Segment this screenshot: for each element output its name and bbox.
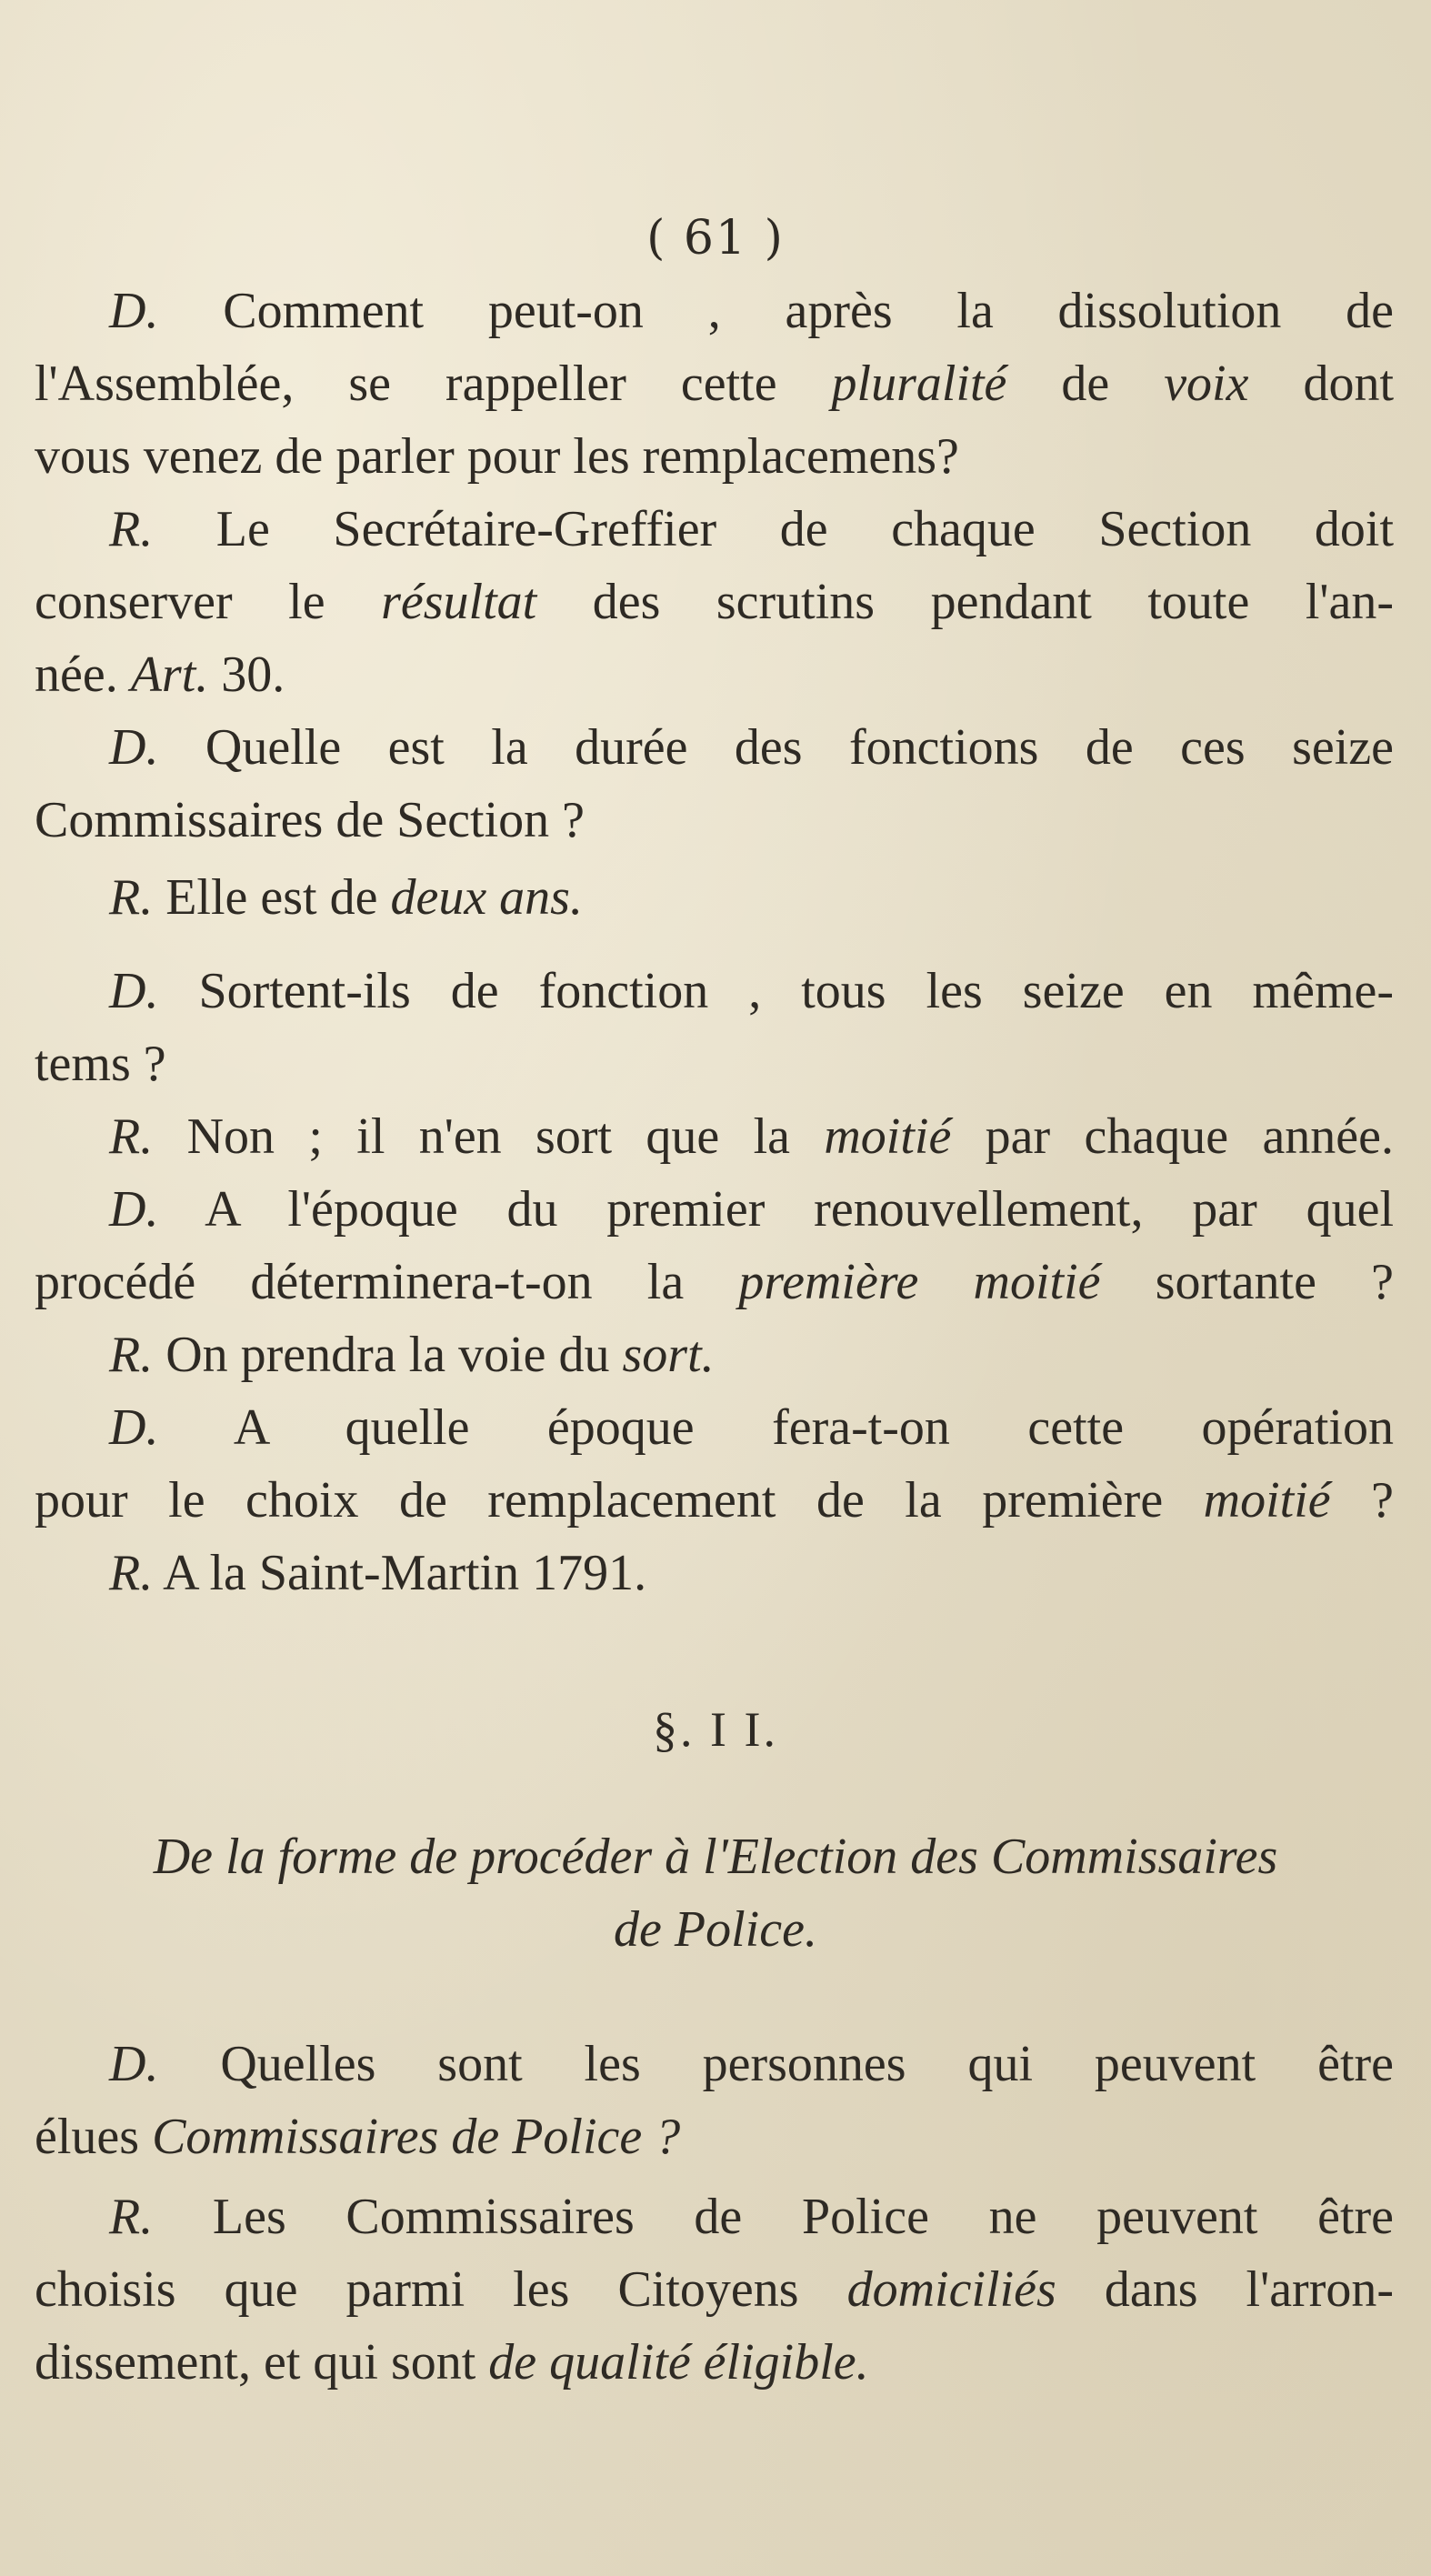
text-line: pour le choix de remplacement de la première moitié ? [35,1472,1395,1529]
text-line: D. A l'époque du premier renouvellement, par quel [109,1181,1394,1238]
text-line: vous venez de parler pour les remplacemens? [35,428,959,485]
speaker-label: R. [109,501,154,557]
speaker-label: D. [109,963,159,1019]
section-heading: De la forme de procéder à l'Election des Commissaires [153,1829,1278,1885]
text-line: R. Non ; il n'en sort que la moitié par chaque année. [109,1108,1395,1165]
speaker-label: D. [109,2036,159,2092]
speaker-label: R. [109,1327,154,1383]
speaker-label: R. [109,1545,154,1601]
speaker-label: D. [109,1399,159,1456]
text-line: R. Le Secrétaire-Greffier de chaque Section doit [109,501,1394,557]
speaker-label: D. [109,1181,159,1238]
text-line: R. On prendra la voie du sort. [109,1327,715,1383]
page-number: ( 61 ) [646,211,785,266]
text-line: D. Sortent-ils de fonction , tous les seize en même- [109,963,1395,1019]
text-line: choisis que parmi les Citoyens domiciliés dans l'arron- [35,2261,1394,2318]
speaker-label: R. [109,869,154,926]
text-line: dissement, et qui sont de qualité éligible. [35,2334,869,2391]
text-line: D. Quelle est la durée des fonctions de ces seize [109,719,1395,776]
text-line: née. Art. 30. [35,647,285,703]
text-line: D. Quelles sont les personnes qui peuvent être [109,2036,1394,2092]
text-line: élues Commissaires de Police ? [35,2109,681,2165]
text-line: D. A quelle époque fera-t-on cette opération [109,1399,1394,1456]
text-line: l'Assemblée, se rappeller cette pluralité de voix dont [35,356,1395,412]
section-heading-continued: de Police. [614,1901,817,1958]
speaker-label: D. [109,283,159,339]
speaker-label: D. [109,719,159,776]
text-line: R. Les Commissaires de Police ne peuvent être [109,2189,1395,2245]
text-line: Commissaires de Section ? [35,792,585,848]
section-mark: §. I I. [653,1702,778,1757]
text-line: tems ? [35,1036,166,1092]
text-line: procédé déterminera-t-on la première moitié sortante ? [35,1254,1394,1310]
text-line: R. Elle est de deux ans. [109,869,583,926]
speaker-label: R. [109,1108,154,1165]
text-line: R. A la Saint-Martin 1791. [109,1545,647,1601]
text-line: D. Comment peut-on , après la dissolution de [109,283,1394,339]
speaker-label: R. [109,2189,154,2245]
text-line: conserver le résultat des scrutins pendant toute l'an- [35,574,1395,630]
